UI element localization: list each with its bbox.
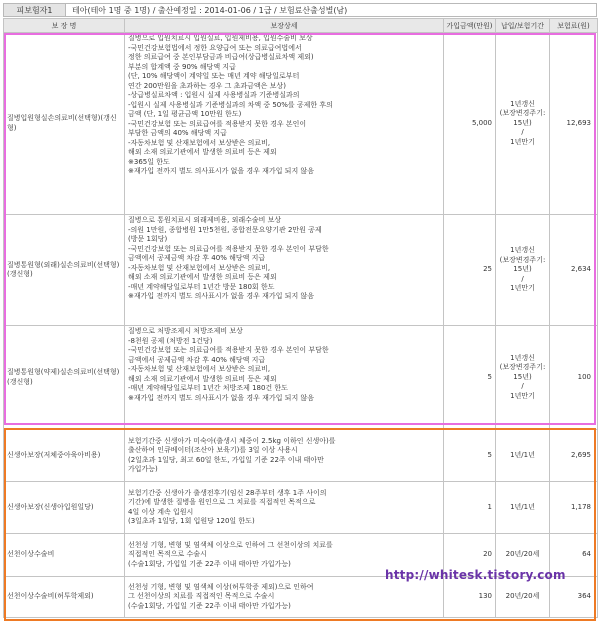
detail-line: 연간 200만원을 초과하는 경우 그 초과금액은 보상) [128, 81, 286, 90]
table-header-row [4, 19, 598, 33]
period-line: / [521, 274, 524, 283]
period-line: 15년) [513, 372, 532, 381]
period-line: 1년만기 [510, 391, 535, 400]
period-line: 1년/1년 [510, 450, 535, 459]
detail-line: (2일초과 1일당, 최고 60일 한도, 가입일 기준 22주 이내 태아만 [128, 455, 324, 464]
coverage-amount: 20 [444, 534, 496, 577]
detail-line: 부담한 금액의 40% 해당액 지급 [128, 129, 227, 137]
detail-line: 금액에서 공제금액 차감 후 40% 해당액 지급 [128, 355, 266, 364]
detail-line: (방문 1회당) [128, 235, 168, 243]
insured-label: 피보험자1 [4, 4, 66, 16]
detail-line: -자동차보험 및 산재보험에서 보상받은 의료비, [128, 138, 271, 147]
coverage-name: 질병입원형실손의료비(선택형)(갱신형) [4, 33, 125, 215]
period-line: / [521, 382, 524, 391]
detail-line: -국민건강보험 또는 의료급여를 적용받지 못한 경우 본인이 부담한 [128, 244, 329, 253]
col-header-detail: 보장상세 [125, 19, 444, 33]
detail-line: -매년 계약해당일로부터 1년간 처방조제 180건 한도 [128, 384, 288, 392]
coverage-detail [125, 33, 444, 215]
coverage-name: 질병통원형(약제)실손의료비(선택형)(갱신형) [4, 326, 125, 430]
period-line: 15년) [513, 118, 532, 127]
period-line: (보장변경주기: [499, 255, 546, 264]
period-line: 1년/1년 [510, 502, 535, 511]
col-header-amount: 가입금액(만원) [444, 19, 496, 33]
detail-line: 보험기간중 신생아가 출생전후기(임신 28주부터 생후 1주 사이의 [128, 488, 327, 497]
period-line: / [521, 128, 524, 137]
table-row [4, 326, 598, 430]
detail-line: -국민건강보험 또는 의료급여를 적용받지 못한 경우 본인이 부담한 [128, 346, 329, 354]
coverage-table [3, 18, 598, 618]
detail-line: 그 선천이상의 치료를 직접적인 목적으로 수술시 [128, 592, 275, 601]
detail-line: -상급병실료차액 : 입원시 실제 사용병실과 기준병실과의 [128, 91, 300, 99]
coverage-name: 질병통원형(외래)실손의료비(선택형)(갱신형) [4, 215, 125, 326]
coverage-premium: 100 [550, 326, 598, 430]
table-row [4, 33, 598, 215]
coverage-amount: 5,000 [444, 33, 496, 215]
period-line: 1년갱신 [510, 246, 535, 255]
coverage-premium: 364 [550, 577, 598, 618]
coverage-amount: 1 [444, 482, 496, 534]
detail-line: (수술1회당, 가입일 기준 22주 이내 태아만 가입가능) [128, 601, 291, 610]
period-line: 15년) [513, 265, 532, 274]
period-line: 1년갱신 [510, 99, 535, 108]
coverage-detail [125, 326, 444, 430]
detail-line: -매년 계약해당일로부터 1년간 방문 180회 한도 [128, 282, 275, 291]
period-line: 1년갱신 [510, 353, 535, 362]
coverage-amount: 25 [444, 215, 496, 326]
detail-line: 4일 이상 계속 입원시 [128, 507, 194, 516]
detail-line: ※재가입 전까지 별도 의사표시가 없을 경우 재가입 되지 않음 [128, 292, 314, 300]
period-line: 20년/20세 [505, 550, 540, 559]
detail-line: (단, 10% 해당액이 계약일 또는 매년 계약 해당일로부터 [128, 72, 300, 80]
period-line: (보장변경주기: [499, 363, 546, 372]
detail-line: ※재가입 전까지 별도 의사표시가 없을 경우 재가입 되지 않음 [128, 393, 314, 402]
col-header-premium: 보험료(원) [550, 19, 598, 33]
detail-line: -국민건강보험 또는 의료급여를 적용받지 못한 경우 본인이 [128, 119, 307, 128]
coverage-period [496, 577, 550, 618]
detail-line: -국민건강보험법에서 정한 요양급여 또는 의료급여법에서 [128, 43, 302, 52]
col-header-name: 보 장 명 [4, 19, 125, 33]
coverage-period [496, 33, 550, 215]
detail-line: 가입가능) [128, 465, 158, 473]
detail-line: -자동차보험 및 산재보험에서 보상받은 의료비, [128, 365, 271, 373]
watermark-url: http://whitesk.tistory.com [385, 568, 566, 582]
detail-line: (수술1회당, 가입일 기준 22주 이내 태아만 가입가능) [128, 559, 291, 568]
coverage-name: 신생아보장(저체중아육아비용) [4, 430, 125, 482]
coverage-detail [125, 430, 444, 482]
coverage-detail [125, 215, 444, 326]
period-line: 1년만기 [510, 284, 535, 293]
detail-line: (3일초과 1일당, 1회 입원당 120일 한도) [128, 517, 255, 525]
coverage-premium: 2,695 [550, 430, 598, 482]
coverage-period [496, 326, 550, 430]
detail-line: -자동차보험 및 산재보험에서 보상받은 의료비, [128, 263, 271, 272]
period-line: 20년/20세 [505, 592, 540, 601]
detail-line: -8천원 공제 (처방전 1건당) [128, 336, 213, 345]
insured-header [3, 3, 597, 17]
table-row [4, 430, 598, 482]
detail-line: 출산하여 인큐베이터(조산아 보육기)를 3일 이상 사용시 [128, 446, 298, 454]
coverage-premium: 12,693 [550, 33, 598, 215]
coverage-name: 신생아보장(신생아입원일당) [4, 482, 125, 534]
insured-info: 테아(테아 1명 중 1명) / 출산예정일 : 2014-01-06 / 1급 / 보험료산출성별(남) [72, 5, 348, 15]
detail-line: 직접적인 목적으로 수술시 [128, 550, 207, 559]
detail-line: 질병으로 처방조제시 처방조제비 보상 [128, 327, 243, 335]
detail-line: 선천성 기형, 변형 및 염색체 이상으로 인하여 그 선천이상의 치료를 [128, 540, 333, 549]
coverage-premium: 1,178 [550, 482, 598, 534]
detail-line: 해외 소재 의료기관에서 발생한 의료비 등은 제외 [128, 374, 277, 383]
detail-line: 정한 의료급여 중 본인부담금과 비급여(상급병실료차액 제외) [128, 53, 314, 61]
detail-line: -의원 1만원, 종합병원 1만5천원, 종합전문요양기관 2만원 공제 [128, 225, 322, 234]
coverage-amount: 5 [444, 430, 496, 482]
period-line: 1년만기 [510, 137, 535, 146]
detail-line: 질병으로 입원치료시 입원실료, 입원제비용, 입원수술비 보상 [128, 34, 313, 42]
detail-line: 금액 (단, 1일 평균금액 10만원 한도) [128, 110, 242, 118]
table-row [4, 215, 598, 326]
detail-line: 선천성 기형, 변형 및 염색체 이상(허투학증 제외)으로 인하여 [128, 582, 314, 591]
coverage-detail [125, 482, 444, 534]
detail-line: ※365일 한도 [128, 157, 170, 166]
detail-line: ※재가입 전까지 별도 의사표시가 없을 경우 재가입 되지 않음 [128, 167, 314, 175]
col-header-period: 납입/보험기간 [496, 19, 550, 33]
coverage-name: 선천이상수술비 [4, 534, 125, 577]
coverage-name: 선천이상수술비(허투학제외) [4, 577, 125, 618]
detail-line: 질병으로 통원치료시 외래제비용, 외래수술비 보상 [128, 216, 282, 224]
coverage-period [496, 215, 550, 326]
period-line: (보장변경주기: [499, 109, 546, 118]
coverage-premium: 2,634 [550, 215, 598, 326]
detail-line: 금액에서 공제금액 차감 후 40% 해당액 지급 [128, 254, 266, 262]
table-row [4, 482, 598, 534]
coverage-detail [125, 577, 444, 618]
detail-line: 보험기간중 신생아가 미숙아(출생시 체중이 2.5kg 이하인 신생아)를 [128, 436, 336, 445]
table-row [4, 577, 598, 618]
coverage-amount: 130 [444, 577, 496, 618]
coverage-period [496, 430, 550, 482]
coverage-amount: 5 [444, 326, 496, 430]
detail-line: -입원시 실제 사용병실과 기준병실과의 차액 중 50%를 공제한 후의 [128, 100, 333, 109]
detail-line: 기간)에 발생한 질병을 원인으로 그 치료를 직접적인 목적으로 [128, 498, 316, 506]
detail-line: 해외 소재 의료기관에서 발생한 의료비 등은 제외 [128, 273, 277, 281]
coverage-period [496, 482, 550, 534]
coverage-premium: 64 [550, 534, 598, 577]
detail-line: 해외 소재 의료기관에서 발생한 의료비 등은 제외 [128, 148, 277, 156]
detail-line: 부분의 합계액 중 90% 해당액 지급 [128, 62, 236, 71]
